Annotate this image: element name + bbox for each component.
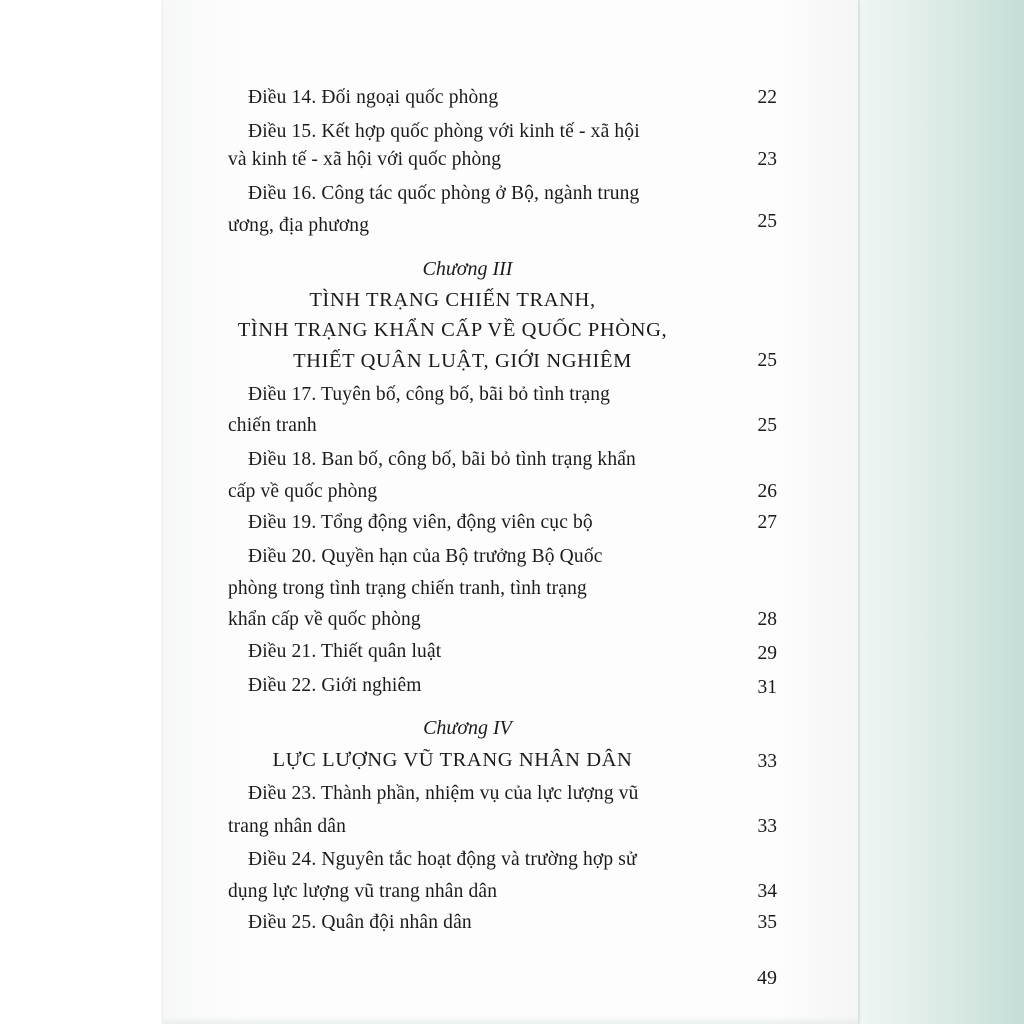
toc-entry-line: Điều 18. Ban bố, công bố, bãi bỏ tình trạng khẩn — [248, 449, 636, 470]
chapter-label: Chương IV — [423, 717, 512, 739]
toc-page-number: 22 — [757, 87, 777, 108]
background-left — [0, 0, 168, 1024]
toc-entry-line: ương, địa phương — [228, 215, 370, 236]
toc-entry-line: và kinh tế - xã hội với quốc phòng — [228, 149, 502, 170]
toc-entry-line: Điều 21. Thiết quân luật — [248, 641, 442, 662]
toc-entry-line: Điều 14. Đối ngoại quốc phòng — [248, 87, 499, 108]
toc-entry-line: Điều 15. Kết hợp quốc phòng với kinh tế - xã hội — [248, 121, 640, 142]
toc-page-number: 35 — [757, 912, 777, 933]
toc-entry-line: phòng trong tình trạng chiến tranh, tình trạng — [228, 578, 587, 599]
toc-page-number: 25 — [757, 415, 777, 436]
toc-page-number: 34 — [757, 881, 777, 902]
toc-entry-line: Điều 19. Tổng động viên, động viên cục bộ — [248, 512, 593, 533]
toc-entry-line: chiến tranh — [228, 415, 317, 436]
toc-page-number: 23 — [757, 149, 777, 170]
chapter-title-line: TÌNH TRẠNG KHẨN CẤP VỀ QUỐC PHÒNG, — [237, 319, 668, 341]
chapter-title-line: TÌNH TRẠNG CHIẾN TRANH, — [309, 289, 596, 311]
toc-entry-line: dụng lực lượng vũ trang nhân dân — [228, 881, 498, 902]
toc-page-number: 25 — [757, 350, 777, 371]
toc-page-number: 26 — [757, 481, 777, 502]
toc-entry-line: Điều 23. Thành phần, nhiệm vụ của lực lượng vũ — [248, 783, 639, 804]
toc-page-number: 25 — [757, 211, 777, 232]
toc-page-number: 28 — [757, 609, 777, 630]
toc-entry-line: Điều 24. Nguyên tắc hoạt động và trường hợp sử — [248, 849, 637, 870]
toc-entry-line: Điều 22. Giới nghiêm — [248, 675, 422, 696]
toc-entry-line: trang nhân dân — [228, 816, 346, 837]
page-number: 49 — [757, 967, 777, 989]
toc-entry-line: Điều 20. Quyền hạn của Bộ trưởng Bộ Quốc — [248, 546, 603, 567]
chapter-title-line: THIẾT QUÂN LUẬT, GIỚI NGHIÊM — [293, 350, 632, 372]
toc-page-number: 33 — [757, 816, 777, 837]
page-bottom-shadow — [163, 1016, 858, 1024]
toc-entry-line: Điều 16. Công tác quốc phòng ở Bộ, ngành trung — [248, 183, 640, 204]
toc-entry-line: Điều 17. Tuyên bố, công bố, bãi bỏ tình trạng — [248, 384, 611, 405]
chapter-label: Chương III — [422, 258, 513, 280]
toc-page-number: 31 — [757, 677, 777, 698]
toc-entry-line: khẩn cấp về quốc phòng — [228, 609, 421, 630]
bleed-through-text — [703, 80, 933, 940]
toc-page-number: 29 — [757, 643, 777, 664]
book-page — [163, 0, 858, 1024]
chapter-title-line: LỰC LƯỢNG VŨ TRANG NHÂN DÂN — [272, 749, 633, 771]
toc-entry-line: cấp về quốc phòng — [228, 481, 378, 502]
toc-page-number: 33 — [757, 751, 777, 772]
toc-entry-line: Điều 25. Quân đội nhân dân — [248, 912, 472, 933]
toc-page-number: 27 — [757, 512, 777, 533]
